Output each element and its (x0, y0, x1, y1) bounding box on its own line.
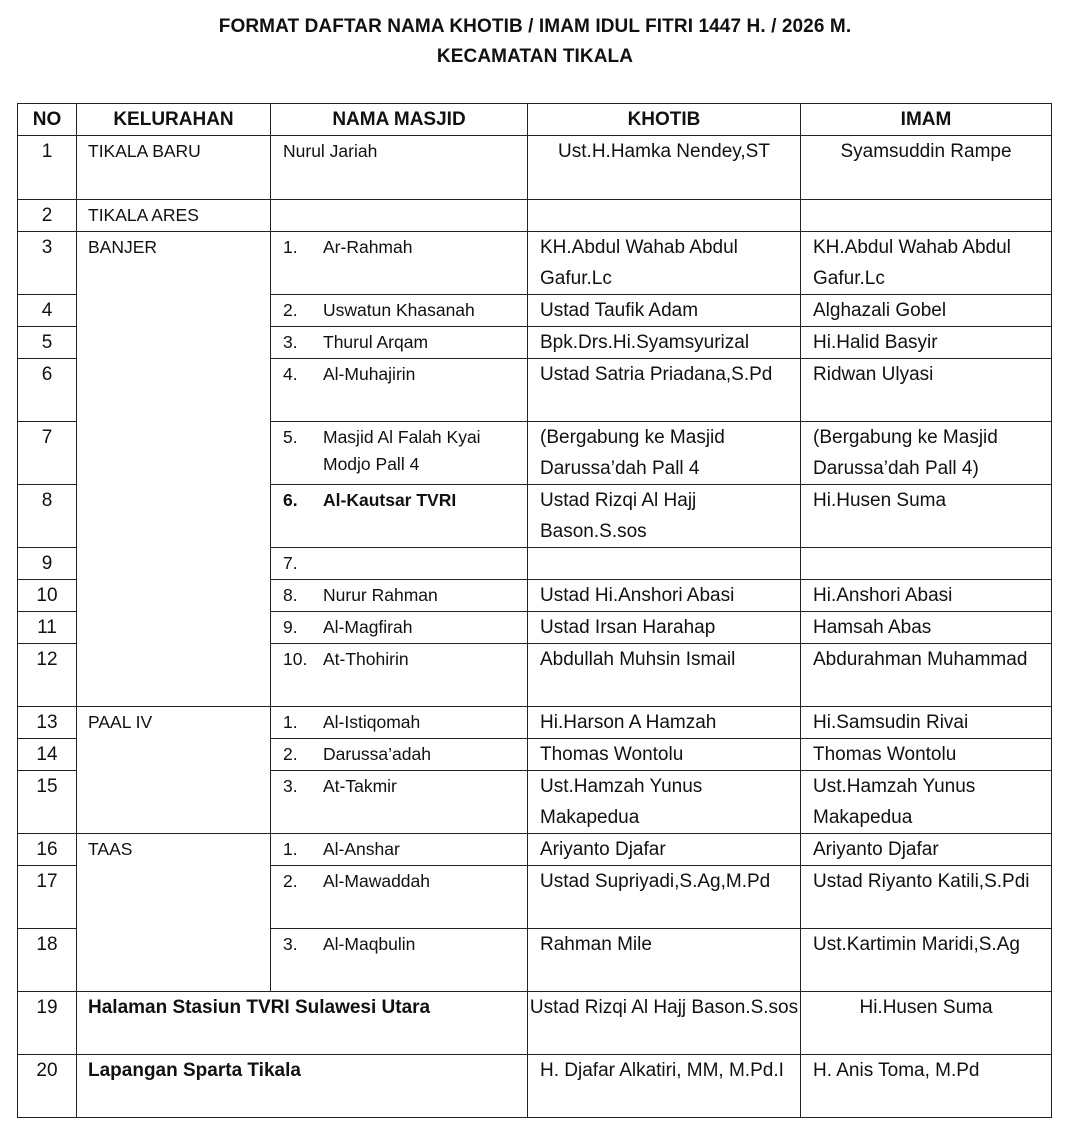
cell-no: 17 (18, 866, 77, 929)
cell-imam: Alghazali Gobel (801, 295, 1052, 327)
cell-masjid (271, 739, 528, 771)
masjid-name: Al-Kautsar TVRI (323, 490, 457, 510)
cell-khotib: (Bergabung ke Masjid Darussa’dah Pall 4 (528, 422, 801, 485)
cell-masjid (271, 929, 528, 992)
cell-khotib: Ustad Rizqi Al Hajj Bason.S.sos (528, 992, 801, 1055)
cell-no: 15 (18, 771, 77, 834)
header-khotib: KHOTIB (528, 104, 801, 136)
cell-imam: (Bergabung ke Masjid Darussa’dah Pall 4) (801, 422, 1052, 485)
cell-kelurahan: TIKALA ARES (77, 200, 271, 232)
cell-no: 4 (18, 295, 77, 327)
cell-kelurahan: TIKALA BARU (77, 136, 271, 200)
header-imam: IMAM (801, 104, 1052, 136)
masjid-name: Ar-Rahmah (323, 237, 413, 257)
masjid-number: 2. (283, 300, 298, 320)
cell-no: 8 (18, 485, 77, 548)
cell-khotib: Rahman Mile (528, 929, 801, 992)
cell-khotib: KH.Abdul Wahab Abdul Gafur.Lc (528, 232, 801, 295)
masjid-name: At-Takmir (323, 776, 397, 796)
cell-masjid (271, 232, 528, 295)
masjid-name: Al-Maqbulin (323, 934, 416, 954)
cell-imam: Thomas Wontolu (801, 739, 1052, 771)
masjid-number: 2. (283, 744, 298, 764)
document-subtitle: KECAMATAN TIKALA (436, 46, 634, 67)
cell-imam: H. Anis Toma, M.Pd (801, 1055, 1052, 1118)
cell-masjid (271, 485, 528, 548)
cell-imam: Hi.Halid Basyir (801, 327, 1052, 359)
masjid-number: 8. (283, 585, 298, 605)
cell-imam: Hi.Anshori Abasi (801, 580, 1052, 612)
cell-khotib: Ust.Hamzah Yunus Makapedua (528, 771, 801, 834)
cell-khotib: Ustad Irsan Harahap (528, 612, 801, 644)
masjid-number: 1. (283, 712, 298, 732)
cell-no: 19 (18, 992, 77, 1055)
header-kelurahan: KELURAHAN (77, 104, 271, 136)
masjid-name: Nurul Jariah (283, 141, 378, 161)
cell-no: 9 (18, 548, 77, 580)
masjid-name: Al-Muhajirin (323, 364, 416, 384)
cell-no: 7 (18, 422, 77, 485)
masjid-number: 1. (283, 237, 298, 257)
cell-no: 3 (18, 232, 77, 295)
cell-khotib: Bpk.Drs.Hi.Syamsyurizal (528, 327, 801, 359)
document-title: FORMAT DAFTAR NAMA KHOTIB / IMAM IDUL FITRI 1447 H. / 2026 M. (218, 16, 852, 37)
masjid-name: At-Thohirin (323, 649, 409, 669)
cell-imam: Syamsuddin Rampe (801, 136, 1052, 200)
cell-khotib: Ustad Hi.Anshori Abasi (528, 580, 801, 612)
masjid-name: Thurul Arqam (323, 332, 429, 352)
cell-imam (801, 200, 1052, 232)
masjid-number: 1. (283, 839, 298, 859)
cell-khotib: Ust.H.Hamka Nendey,ST (528, 136, 801, 200)
table-row (18, 834, 1052, 866)
cell-imam: Abdurahman Muhammad (801, 644, 1052, 707)
cell-masjid (271, 295, 528, 327)
cell-masjid (271, 422, 528, 485)
masjid-name: Al-Istiqomah (323, 712, 421, 732)
table-row (18, 1055, 1052, 1118)
cell-khotib: Hi.Harson A Hamzah (528, 707, 801, 739)
cell-location: Halaman Stasiun TVRI Sulawesi Utara (77, 992, 528, 1055)
table-header-row (18, 104, 1052, 136)
table-row (18, 200, 1052, 232)
cell-khotib: Ustad Satria Priadana,S.Pd (528, 359, 801, 422)
cell-masjid (271, 834, 528, 866)
cell-imam: Hi.Husen Suma (801, 992, 1052, 1055)
cell-masjid (271, 644, 528, 707)
header-no: NO (18, 104, 77, 136)
cell-imam: Hi.Samsudin Rivai (801, 707, 1052, 739)
masjid-number: 3. (283, 934, 298, 954)
cell-masjid (271, 580, 528, 612)
cell-masjid (271, 866, 528, 929)
masjid-name: Nurur Rahman (323, 585, 438, 605)
cell-masjid (271, 359, 528, 422)
khotib-imam-table (17, 103, 1052, 1118)
table-row (18, 232, 1052, 295)
table-row (18, 136, 1052, 200)
cell-masjid (271, 136, 528, 200)
cell-khotib: Abdullah Muhsin Ismail (528, 644, 801, 707)
table-row (18, 707, 1052, 739)
cell-masjid (271, 548, 528, 580)
cell-no: 14 (18, 739, 77, 771)
cell-imam: KH.Abdul Wahab Abdul Gafur.Lc (801, 232, 1052, 295)
table-row (18, 992, 1052, 1055)
cell-imam: Ust.Hamzah Yunus Makapedua (801, 771, 1052, 834)
cell-no: 16 (18, 834, 77, 866)
cell-masjid (271, 200, 528, 232)
cell-no: 13 (18, 707, 77, 739)
masjid-name: Al-Anshar (323, 839, 400, 859)
masjid-number: 4. (283, 364, 298, 384)
cell-khotib: Ustad Rizqi Al Hajj Bason.S.sos (528, 485, 801, 548)
cell-no: 18 (18, 929, 77, 992)
cell-masjid (271, 327, 528, 359)
cell-masjid (271, 612, 528, 644)
cell-khotib: Ariyanto Djafar (528, 834, 801, 866)
cell-khotib: Ustad Taufik Adam (528, 295, 801, 327)
cell-khotib: H. Djafar Alkatiri, MM, M.Pd.I (528, 1055, 801, 1118)
cell-khotib (528, 548, 801, 580)
cell-location: Lapangan Sparta Tikala (77, 1055, 528, 1118)
cell-khotib: Ustad Supriyadi,S.Ag,M.Pd (528, 866, 801, 929)
masjid-number: 10. (283, 649, 308, 669)
cell-imam: Ariyanto Djafar (801, 834, 1052, 866)
masjid-number: 9. (283, 617, 298, 637)
cell-masjid (271, 771, 528, 834)
cell-imam (801, 548, 1052, 580)
masjid-number: 6. (283, 490, 298, 510)
masjid-name: Al-Mawaddah (323, 871, 430, 891)
masjid-name: Darussa’adah (323, 744, 431, 764)
cell-masjid (271, 707, 528, 739)
cell-khotib: Thomas Wontolu (528, 739, 801, 771)
cell-kelurahan: PAAL IV (77, 707, 271, 834)
cell-imam: Ust.Kartimin Maridi,S.Ag (801, 929, 1052, 992)
cell-kelurahan: TAAS (77, 834, 271, 992)
masjid-number: 2. (283, 871, 298, 891)
masjid-name: Al-Magfirah (323, 617, 413, 637)
cell-khotib (528, 200, 801, 232)
cell-no: 12 (18, 644, 77, 707)
masjid-name: Uswatun Khasanah (323, 300, 475, 320)
cell-no: 10 (18, 580, 77, 612)
header-masjid: NAMA MASJID (271, 104, 528, 136)
masjid-number: 7. (283, 553, 298, 573)
cell-kelurahan: BANJER (77, 232, 271, 707)
cell-no: 11 (18, 612, 77, 644)
masjid-number: 5. (283, 427, 298, 447)
cell-imam: Ridwan Ulyasi (801, 359, 1052, 422)
masjid-number: 3. (283, 332, 298, 352)
cell-no: 2 (18, 200, 77, 232)
cell-no: 20 (18, 1055, 77, 1118)
masjid-name: Masjid Al Falah Kyai Modjo Pall 4 (323, 427, 481, 474)
cell-imam: Hamsah Abas (801, 612, 1052, 644)
cell-no: 1 (18, 136, 77, 200)
cell-no: 6 (18, 359, 77, 422)
cell-imam: Hi.Husen Suma (801, 485, 1052, 548)
masjid-number: 3. (283, 776, 298, 796)
cell-no: 5 (18, 327, 77, 359)
cell-imam: Ustad Riyanto Katili,S.Pdi (801, 866, 1052, 929)
